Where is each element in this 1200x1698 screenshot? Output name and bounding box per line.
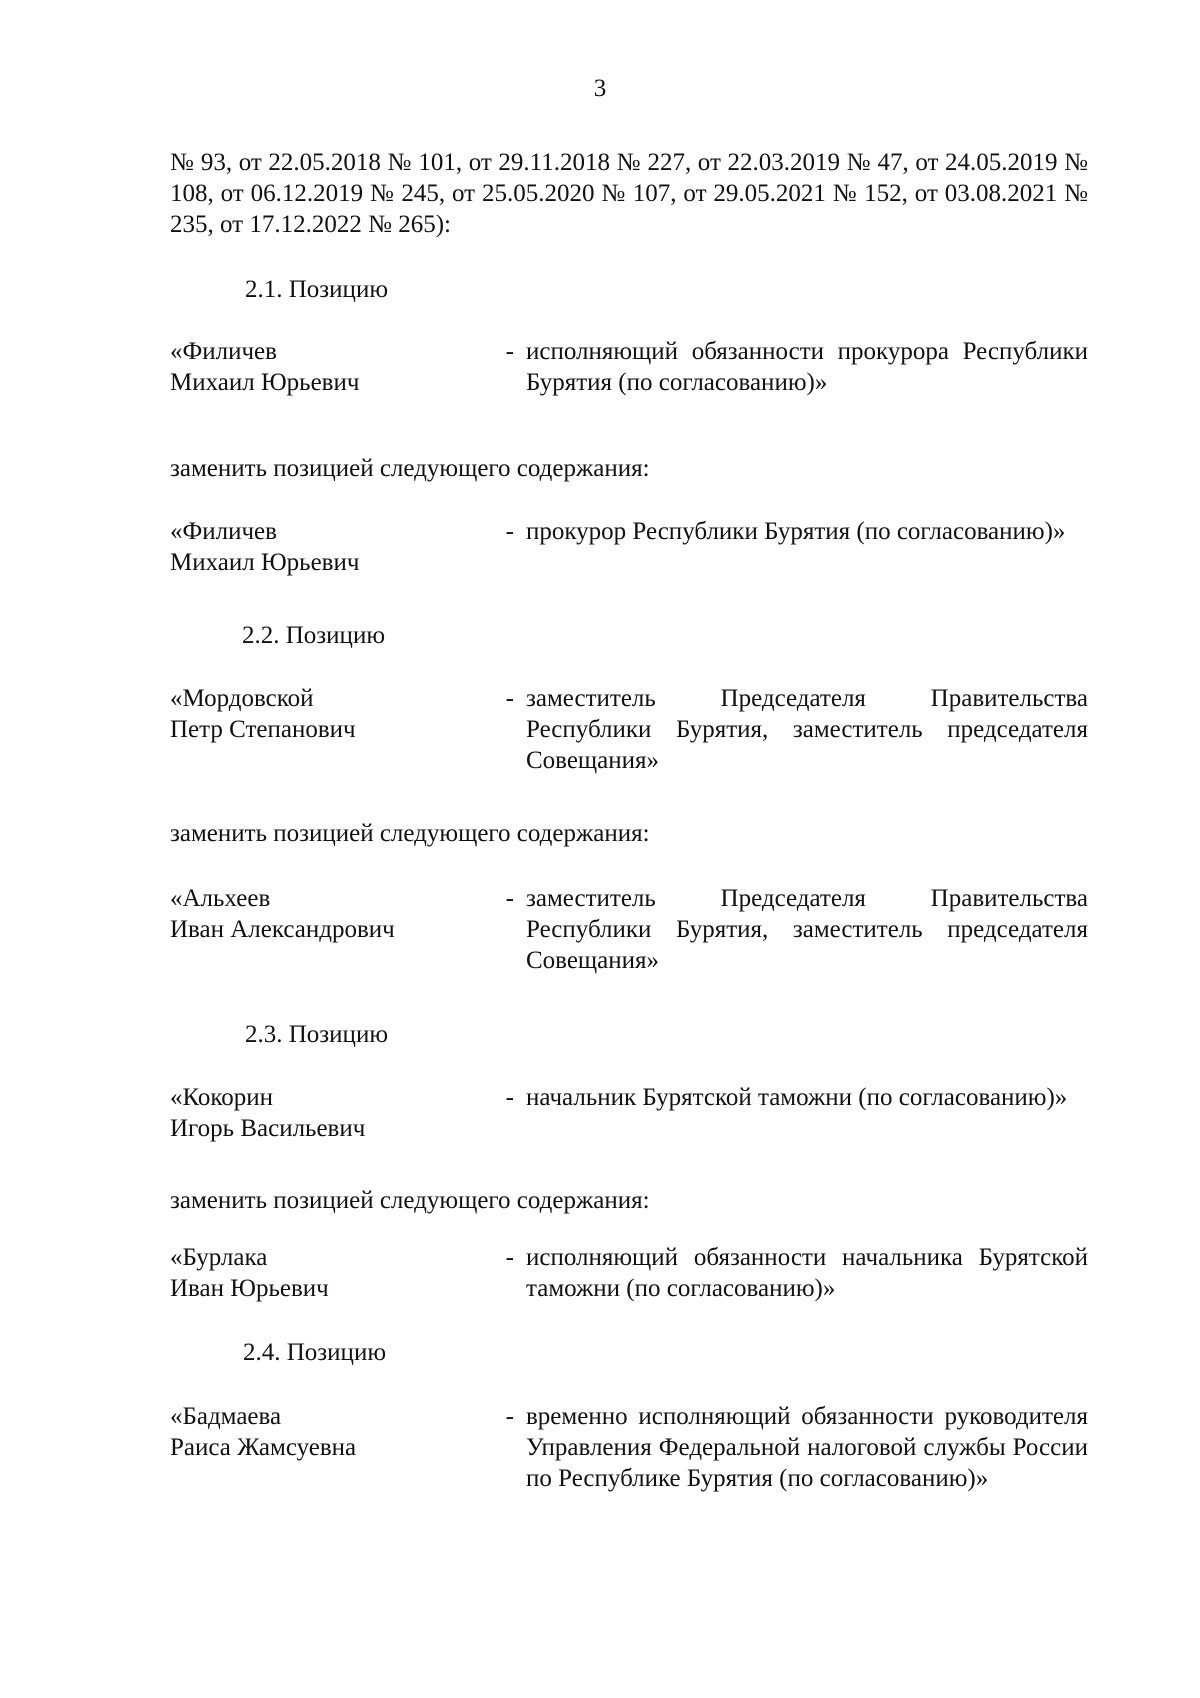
position-description: заместитель Председателя Правительства Республики Бурятия, заместитель председателя Совещания» [526,685,1088,774]
person-surname: «Мордовской [170,685,314,712]
intro-paragraph: № 93, от 22.05.2018 № 101, от 29.11.2018 № 227, от 22.03.2019 № 47, от 24.05.2019 № 108, от 06.12.2019 № 245, от 25.05.2020 № 107, от 29.05.2021 № 152, от 03.08.2021 № 235, от 17.12.2022 № 265): [170,149,1088,238]
position-description: прокурор Республики Бурятия (по согласованию)» [526,518,1066,545]
person-name [170,1242,490,1304]
person-name [170,883,490,945]
person-given-name: Иван Юрьевич [170,1275,329,1302]
person-name [170,516,490,578]
dash-separator: - [505,885,514,912]
position-entry [170,1082,1088,1178]
person-given-name: Игорь Васильевич [170,1115,366,1142]
person-surname: «Бурлака [170,1244,268,1271]
position-entry [170,883,1088,979]
position-entry [170,1242,1088,1338]
position-entry [170,336,1088,432]
person-name [170,1401,490,1463]
person-surname: «Бадмаева [170,1403,282,1430]
section-heading: 2.4. Позицию [243,1339,386,1366]
position-entry [170,683,1088,779]
section-heading: 2.3. Позицию [245,1021,388,1048]
position-entry [170,1401,1088,1531]
replace-instruction: заменить позицией следующего содержания: [170,1187,650,1214]
person-surname: «Кокорин [170,1084,274,1111]
position-description: исполняющий обязанности прокурора Республики Бурятия (по согласованию)» [526,338,1088,396]
person-given-name: Михаил Юрьевич [170,369,360,396]
position-entry [170,516,1088,612]
person-name [170,336,490,398]
person-surname: «Филичев [170,518,277,545]
dash-separator: - [505,1403,514,1430]
dash-separator: - [505,1084,514,1111]
position-description: начальник Бурятской таможни (по согласованию)» [526,1084,1068,1111]
dash-separator: - [505,1244,514,1271]
person-name [170,1082,490,1144]
replace-instruction: заменить позицией следующего содержания: [170,455,650,482]
position-description: заместитель Председателя Правительства Республики Бурятия, заместитель председателя Совещания» [526,885,1088,974]
section-heading: 2.2. Позицию [242,622,385,649]
section-heading: 2.1. Позицию [245,276,388,303]
person-given-name: Михаил Юрьевич [170,549,360,576]
person-given-name: Петр Степанович [170,716,356,743]
dash-separator: - [505,338,514,365]
person-given-name: Раиса Жамсуевна [170,1434,357,1461]
replace-instruction: заменить позицией следующего содержания: [170,820,650,847]
person-surname: «Альхеев [170,885,271,912]
position-description: исполняющий обязанности начальника Бурятской таможни (по согласованию)» [526,1244,1088,1302]
position-description: временно исполняющий обязанности руководителя Управления Федеральной налоговой службы России по Республике Бурятия (по согласованию)» [526,1403,1088,1492]
dash-separator: - [505,518,514,545]
page-number: 3 [593,75,607,102]
person-surname: «Филичев [170,338,277,365]
person-given-name: Иван Александрович [170,916,395,943]
person-name [170,683,490,745]
dash-separator: - [505,685,514,712]
